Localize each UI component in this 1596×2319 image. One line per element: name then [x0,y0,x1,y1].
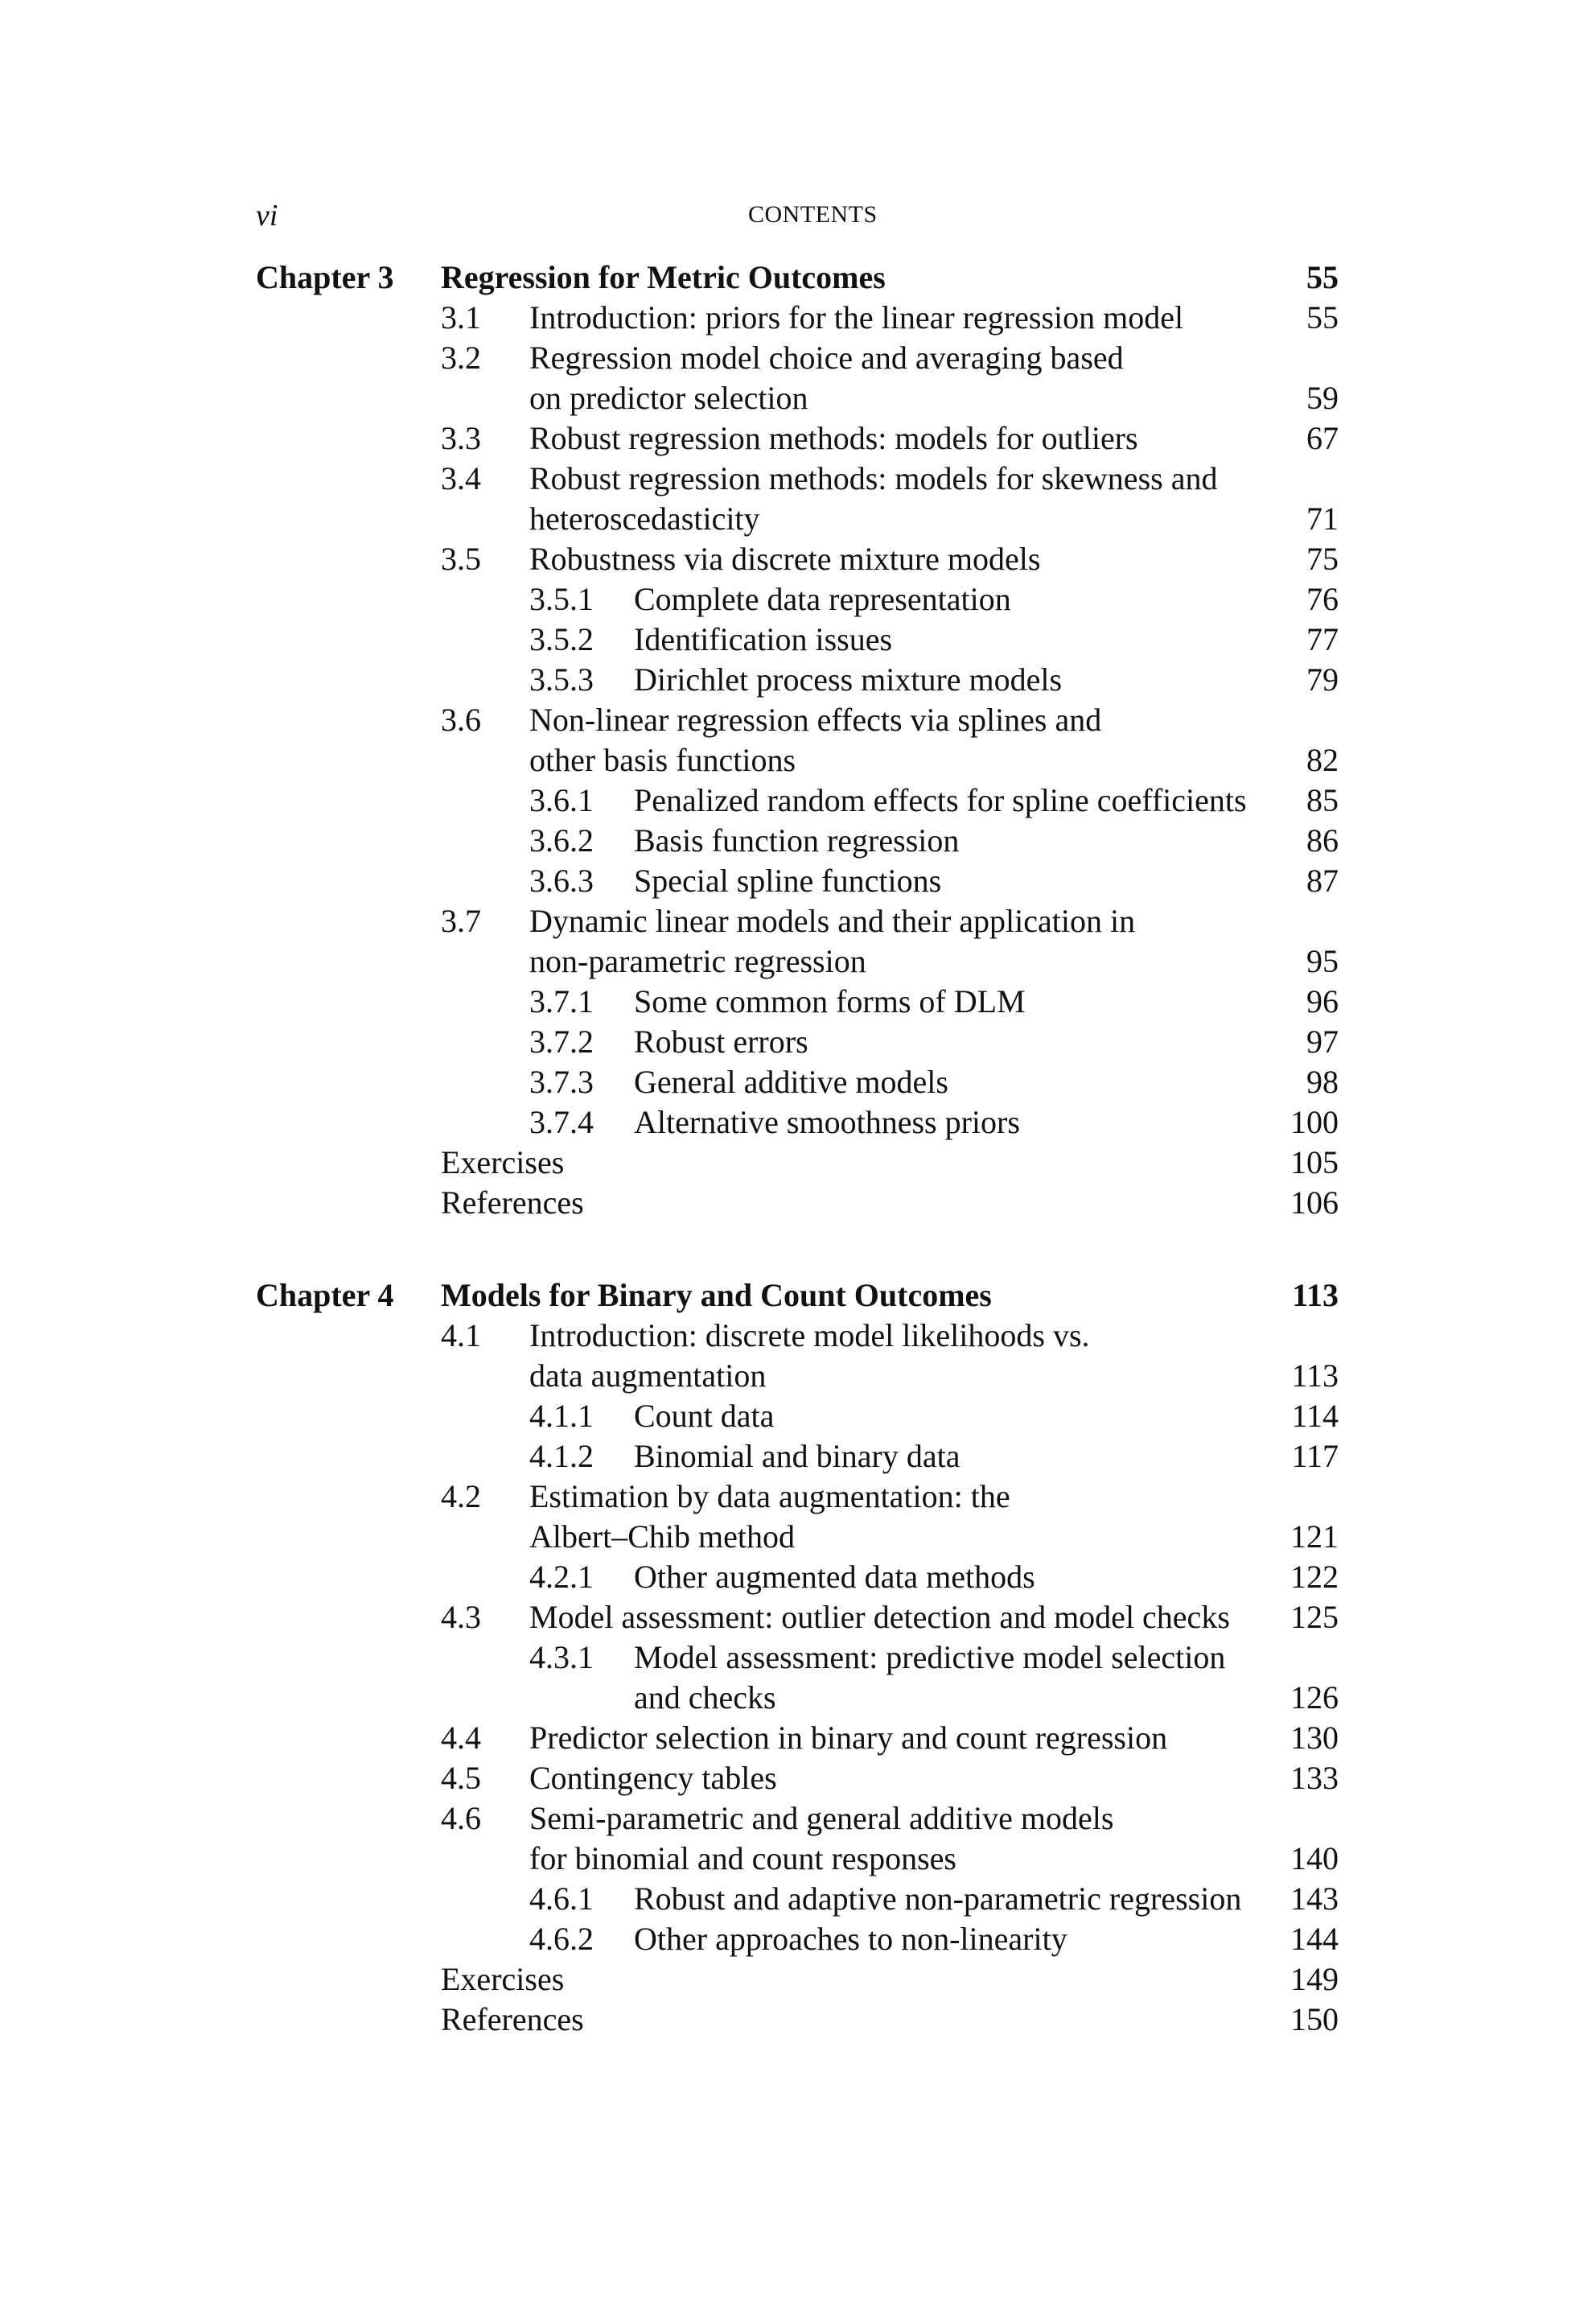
chapter-page: 113 [1292,1277,1339,1313]
subsection-number: 3.7.1 [529,983,594,1019]
section-title-continued: data augmentation [529,1357,767,1394]
section-number: 4.3 [441,1599,481,1635]
section-page: 59 [1306,380,1339,416]
section-title: Predictor selection in binary and count regression [529,1720,1168,1756]
exercises-entry: Exercises [441,1144,565,1180]
section-number: 3.7 [441,903,481,939]
subsection-page: 117 [1291,1438,1339,1474]
section-title: Model assessment: outlier detection and model checks [529,1599,1230,1635]
subsection-title: Dirichlet process mixture models [634,661,1063,698]
subsection-number: 4.6.2 [529,1921,594,1957]
section-title: Introduction: discrete model likelihoods vs. [529,1317,1090,1353]
subsection-number: 4.2.1 [529,1559,594,1595]
section-page: 75 [1306,541,1339,577]
section-number: 4.1 [441,1317,481,1353]
subsection-title: Count data [634,1398,775,1434]
subsection-number: 3.6.2 [529,822,594,859]
section-number: 3.1 [441,299,481,336]
subsection-title: Other augmented data methods [634,1559,1035,1595]
section-title-continued: for binomial and count responses [529,1840,956,1876]
section-page: 95 [1306,943,1339,979]
section-title-continued: Albert–Chib method [529,1518,795,1555]
section-page: 125 [1290,1599,1339,1635]
subsection-title: Other approaches to non-linearity [634,1921,1067,1957]
subsection-title: Identification issues [634,621,893,657]
section-title: Robust regression methods: models for outliers [529,420,1138,456]
subsection-page: 76 [1306,581,1339,617]
section-title-continued: non-parametric regression [529,943,866,979]
references-page: 106 [1290,1184,1339,1221]
subsection-page: 79 [1306,661,1339,698]
subsection-title: Penalized random effects for spline coefficients [634,782,1247,818]
section-number: 3.4 [441,460,481,496]
chapter-title: Models for Binary and Count Outcomes [441,1277,992,1313]
subsection-title: Robust and adaptive non-parametric regression [634,1880,1242,1917]
subsection-title: Binomial and binary data [634,1438,960,1474]
section-page: 130 [1290,1720,1339,1756]
section-title: Non-linear regression effects via splines and [529,702,1102,738]
section-number: 4.4 [441,1720,481,1756]
chapter-title: Regression for Metric Outcomes [441,259,886,295]
subsection-page: 122 [1290,1559,1339,1595]
subsection-number: 3.6.3 [529,863,594,899]
section-page: 133 [1290,1760,1339,1796]
subsection-number: 3.5.2 [529,621,594,657]
exercises-entry: Exercises [441,1961,565,1997]
section-title: Regression model choice and averaging based [529,340,1124,376]
section-title-continued: other basis functions [529,742,796,778]
section-number: 4.6 [441,1800,481,1836]
subsection-number: 4.1.1 [529,1398,594,1434]
subsection-number: 3.7.3 [529,1064,594,1100]
chapter-label: Chapter 4 [256,1277,394,1313]
section-number: 4.5 [441,1760,481,1796]
section-page: 140 [1290,1840,1339,1876]
subsection-title: General additive models [634,1064,948,1100]
section-page: 55 [1306,299,1339,336]
subsection-page: 144 [1290,1921,1339,1957]
subsection-page: 100 [1290,1104,1339,1140]
references-entry: References [441,1184,584,1221]
page-folio: vi [256,199,278,233]
subsection-page: 96 [1306,983,1339,1019]
subsection-title: Model assessment: predictive model selection [634,1639,1226,1675]
subsection-page: 143 [1290,1880,1339,1917]
references-entry: References [441,2001,584,2037]
subsection-title: Special spline functions [634,863,942,899]
subsection-page: 85 [1306,782,1339,818]
subsection-number: 3.6.1 [529,782,594,818]
section-title: Estimation by data augmentation: the [529,1478,1010,1514]
subsection-page: 98 [1306,1064,1339,1100]
subsection-page: 86 [1306,822,1339,859]
section-title: Introduction: priors for the linear regression model [529,299,1184,336]
section-page: 121 [1290,1518,1339,1555]
subsection-number: 3.7.4 [529,1104,594,1140]
section-title: Robust regression methods: models for skewness and [529,460,1218,496]
section-title: Semi-parametric and general additive models [529,1800,1114,1836]
section-number: 3.6 [441,702,481,738]
section-number: 3.2 [441,340,481,376]
subsection-title: Basis function regression [634,822,960,859]
section-page: 71 [1306,500,1339,537]
section-number: 3.5 [441,541,481,577]
subsection-title: Complete data representation [634,581,1011,617]
subsection-number: 3.7.2 [529,1024,594,1060]
subsection-title-continued: and checks [634,1679,776,1716]
section-number: 3.3 [441,420,481,456]
subsection-page: 77 [1306,621,1339,657]
subsection-page: 126 [1290,1679,1339,1716]
section-page: 82 [1306,742,1339,778]
exercises-page: 105 [1290,1144,1339,1180]
subsection-page: 97 [1306,1024,1339,1060]
subsection-title: Some common forms of DLM [634,983,1026,1019]
section-page: 113 [1291,1357,1339,1394]
subsection-number: 3.5.3 [529,661,594,698]
subsection-number: 4.1.2 [529,1438,594,1474]
section-title: Dynamic linear models and their application in [529,903,1136,939]
section-title: Robustness via discrete mixture models [529,541,1041,577]
subsection-page: 87 [1306,863,1339,899]
subsection-number: 3.5.1 [529,581,594,617]
section-page: 67 [1306,420,1339,456]
section-title-continued: heteroscedasticity [529,500,760,537]
section-number: 4.2 [441,1478,481,1514]
chapter-label: Chapter 3 [256,259,394,295]
subsection-title: Robust errors [634,1024,808,1060]
section-title: Contingency tables [529,1760,777,1796]
section-title-continued: on predictor selection [529,380,808,416]
exercises-page: 149 [1290,1961,1339,1997]
subsection-page: 114 [1291,1398,1339,1434]
chapter-page: 55 [1306,259,1339,295]
references-page: 150 [1290,2001,1339,2037]
subsection-number: 4.6.1 [529,1880,594,1917]
subsection-title: Alternative smoothness priors [634,1104,1020,1140]
subsection-number: 4.3.1 [529,1639,594,1675]
running-header: CONTENTS [748,201,878,228]
